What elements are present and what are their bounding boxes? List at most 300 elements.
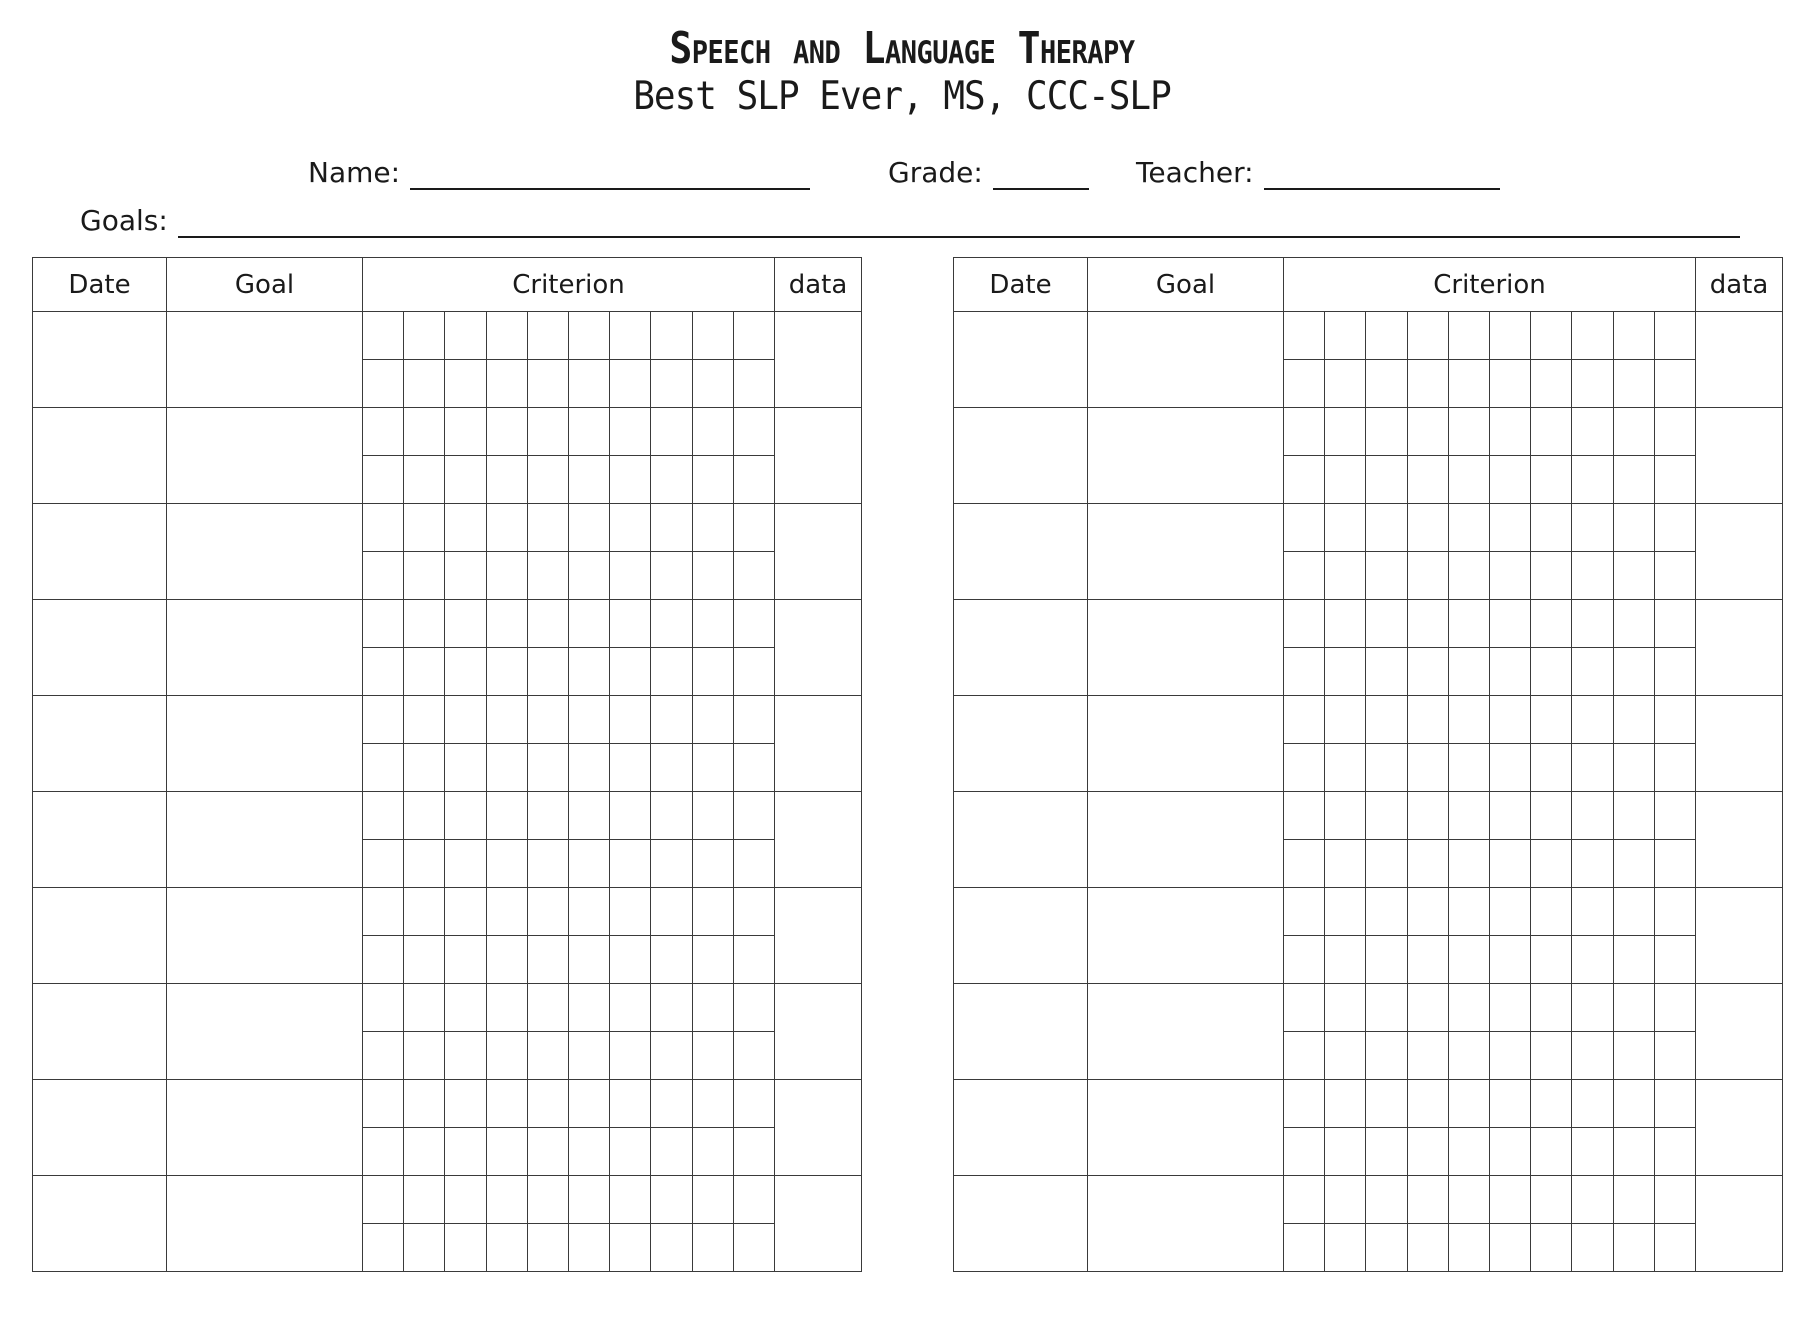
criterion-box[interactable] (1366, 1032, 1407, 1080)
criterion-box[interactable] (651, 984, 692, 1032)
criterion-box[interactable] (651, 1080, 692, 1128)
criterion-box[interactable] (651, 408, 692, 456)
goal-cell[interactable] (167, 312, 363, 408)
criterion-box[interactable] (527, 1176, 568, 1224)
criterion-box[interactable] (486, 888, 527, 936)
criterion-box[interactable] (1572, 984, 1613, 1032)
criterion-box[interactable] (1572, 744, 1613, 792)
date-cell[interactable] (33, 888, 167, 984)
criterion-box[interactable] (1325, 312, 1366, 360)
goal-cell[interactable] (1088, 1080, 1284, 1176)
criterion-box[interactable] (1489, 744, 1530, 792)
criterion-box[interactable] (404, 1176, 445, 1224)
criterion-box[interactable] (1489, 360, 1530, 408)
data-cell[interactable] (775, 984, 862, 1080)
criterion-box[interactable] (1448, 456, 1489, 504)
criterion-box[interactable] (1284, 1128, 1325, 1176)
criterion-box[interactable] (363, 936, 404, 984)
criterion-box[interactable] (1613, 792, 1654, 840)
criterion-box[interactable] (651, 504, 692, 552)
criterion-box[interactable] (1572, 1032, 1613, 1080)
criterion-box[interactable] (1613, 840, 1654, 888)
criterion-box[interactable] (1613, 504, 1654, 552)
criterion-box[interactable] (1572, 696, 1613, 744)
criterion-box[interactable] (486, 1128, 527, 1176)
criterion-box[interactable] (692, 456, 733, 504)
criterion-box[interactable] (733, 792, 774, 840)
criterion-box[interactable] (1572, 360, 1613, 408)
goal-cell[interactable] (167, 408, 363, 504)
criterion-box[interactable] (692, 552, 733, 600)
criterion-box[interactable] (1448, 648, 1489, 696)
criterion-box[interactable] (568, 456, 609, 504)
criterion-box[interactable] (1407, 936, 1448, 984)
criterion-box[interactable] (445, 840, 486, 888)
criterion-box[interactable] (1572, 888, 1613, 936)
criterion-box[interactable] (1613, 552, 1654, 600)
criterion-box[interactable] (610, 600, 651, 648)
goal-cell[interactable] (1088, 1176, 1284, 1272)
goal-cell[interactable] (167, 696, 363, 792)
criterion-box[interactable] (651, 648, 692, 696)
criterion-box[interactable] (445, 888, 486, 936)
goal-cell[interactable] (167, 888, 363, 984)
data-cell[interactable] (775, 504, 862, 600)
criterion-box[interactable] (1448, 552, 1489, 600)
criterion-box[interactable] (1325, 984, 1366, 1032)
criterion-box[interactable] (568, 504, 609, 552)
criterion-box[interactable] (1407, 1176, 1448, 1224)
criterion-box[interactable] (404, 360, 445, 408)
criterion-box[interactable] (404, 840, 445, 888)
criterion-box[interactable] (1572, 792, 1613, 840)
criterion-box[interactable] (1489, 1176, 1530, 1224)
criterion-box[interactable] (1325, 1080, 1366, 1128)
criterion-box[interactable] (651, 1128, 692, 1176)
criterion-box[interactable] (1531, 1224, 1572, 1272)
goal-cell[interactable] (167, 984, 363, 1080)
criterion-box[interactable] (1407, 648, 1448, 696)
criterion-box[interactable] (1572, 552, 1613, 600)
criterion-box[interactable] (1366, 648, 1407, 696)
criterion-box[interactable] (445, 744, 486, 792)
date-cell[interactable] (954, 888, 1088, 984)
criterion-box[interactable] (404, 1080, 445, 1128)
criterion-box[interactable] (1489, 312, 1530, 360)
criterion-box[interactable] (1407, 696, 1448, 744)
data-cell[interactable] (775, 792, 862, 888)
criterion-box[interactable] (1448, 840, 1489, 888)
criterion-box[interactable] (1284, 408, 1325, 456)
criterion-box[interactable] (527, 312, 568, 360)
criterion-box[interactable] (404, 936, 445, 984)
criterion-box[interactable] (1654, 504, 1695, 552)
criterion-box[interactable] (1531, 792, 1572, 840)
criterion-box[interactable] (445, 696, 486, 744)
criterion-box[interactable] (1407, 1032, 1448, 1080)
criterion-box[interactable] (1366, 600, 1407, 648)
criterion-box[interactable] (733, 360, 774, 408)
criterion-box[interactable] (568, 744, 609, 792)
criterion-box[interactable] (1407, 504, 1448, 552)
criterion-box[interactable] (1572, 1176, 1613, 1224)
criterion-box[interactable] (1366, 456, 1407, 504)
criterion-box[interactable] (1654, 600, 1695, 648)
criterion-box[interactable] (1654, 792, 1695, 840)
criterion-box[interactable] (733, 456, 774, 504)
criterion-box[interactable] (527, 552, 568, 600)
criterion-box[interactable] (651, 936, 692, 984)
criterion-box[interactable] (363, 408, 404, 456)
criterion-box[interactable] (610, 1224, 651, 1272)
criterion-box[interactable] (363, 744, 404, 792)
criterion-box[interactable] (1613, 408, 1654, 456)
criterion-box[interactable] (1531, 1128, 1572, 1176)
criterion-box[interactable] (610, 840, 651, 888)
criterion-box[interactable] (1284, 984, 1325, 1032)
criterion-box[interactable] (692, 1080, 733, 1128)
criterion-box[interactable] (1284, 1080, 1325, 1128)
criterion-box[interactable] (1654, 1032, 1695, 1080)
criterion-box[interactable] (1572, 840, 1613, 888)
criterion-box[interactable] (1407, 456, 1448, 504)
criterion-box[interactable] (568, 408, 609, 456)
criterion-box[interactable] (1325, 1224, 1366, 1272)
criterion-box[interactable] (568, 1176, 609, 1224)
date-cell[interactable] (954, 312, 1088, 408)
criterion-box[interactable] (1489, 456, 1530, 504)
criterion-box[interactable] (404, 1032, 445, 1080)
criterion-box[interactable] (486, 456, 527, 504)
criterion-box[interactable] (486, 696, 527, 744)
criterion-box[interactable] (568, 1128, 609, 1176)
date-cell[interactable] (33, 600, 167, 696)
criterion-box[interactable] (1448, 312, 1489, 360)
criterion-box[interactable] (568, 1032, 609, 1080)
criterion-box[interactable] (527, 936, 568, 984)
criterion-box[interactable] (445, 312, 486, 360)
criterion-box[interactable] (651, 1224, 692, 1272)
criterion-box[interactable] (404, 888, 445, 936)
criterion-box[interactable] (445, 1080, 486, 1128)
criterion-box[interactable] (1284, 504, 1325, 552)
criterion-box[interactable] (1572, 312, 1613, 360)
criterion-box[interactable] (1284, 936, 1325, 984)
criterion-box[interactable] (404, 504, 445, 552)
criterion-box[interactable] (692, 840, 733, 888)
criterion-box[interactable] (527, 504, 568, 552)
criterion-box[interactable] (733, 1224, 774, 1272)
data-cell[interactable] (1696, 600, 1783, 696)
criterion-box[interactable] (1366, 1224, 1407, 1272)
date-cell[interactable] (33, 792, 167, 888)
criterion-box[interactable] (527, 1080, 568, 1128)
criterion-box[interactable] (692, 936, 733, 984)
criterion-box[interactable] (1325, 600, 1366, 648)
criterion-box[interactable] (1613, 1032, 1654, 1080)
name-input-line[interactable] (410, 156, 810, 190)
criterion-box[interactable] (404, 696, 445, 744)
criterion-box[interactable] (445, 408, 486, 456)
date-cell[interactable] (954, 408, 1088, 504)
criterion-box[interactable] (1448, 1032, 1489, 1080)
criterion-box[interactable] (1284, 1176, 1325, 1224)
criterion-box[interactable] (1531, 504, 1572, 552)
criterion-box[interactable] (1613, 1176, 1654, 1224)
criterion-box[interactable] (610, 648, 651, 696)
goal-cell[interactable] (167, 1080, 363, 1176)
criterion-box[interactable] (1654, 696, 1695, 744)
criterion-box[interactable] (1489, 792, 1530, 840)
date-cell[interactable] (954, 600, 1088, 696)
criterion-box[interactable] (1489, 696, 1530, 744)
criterion-box[interactable] (363, 1176, 404, 1224)
criterion-box[interactable] (1407, 312, 1448, 360)
criterion-box[interactable] (568, 984, 609, 1032)
criterion-box[interactable] (527, 648, 568, 696)
criterion-box[interactable] (610, 744, 651, 792)
criterion-box[interactable] (1572, 1224, 1613, 1272)
criterion-box[interactable] (363, 1224, 404, 1272)
criterion-box[interactable] (486, 552, 527, 600)
criterion-box[interactable] (568, 600, 609, 648)
criterion-box[interactable] (1654, 1128, 1695, 1176)
criterion-box[interactable] (568, 936, 609, 984)
criterion-box[interactable] (1489, 408, 1530, 456)
criterion-box[interactable] (1654, 648, 1695, 696)
criterion-box[interactable] (486, 840, 527, 888)
criterion-box[interactable] (651, 552, 692, 600)
criterion-box[interactable] (1654, 1176, 1695, 1224)
criterion-box[interactable] (1531, 408, 1572, 456)
criterion-box[interactable] (1366, 1128, 1407, 1176)
criterion-box[interactable] (445, 456, 486, 504)
criterion-box[interactable] (733, 552, 774, 600)
criterion-box[interactable] (1531, 600, 1572, 648)
criterion-box[interactable] (363, 1032, 404, 1080)
criterion-box[interactable] (1448, 408, 1489, 456)
criterion-box[interactable] (527, 1032, 568, 1080)
criterion-box[interactable] (733, 1176, 774, 1224)
criterion-box[interactable] (1531, 312, 1572, 360)
criterion-box[interactable] (1366, 504, 1407, 552)
criterion-box[interactable] (1531, 888, 1572, 936)
date-cell[interactable] (33, 696, 167, 792)
criterion-box[interactable] (486, 1224, 527, 1272)
criterion-box[interactable] (445, 792, 486, 840)
criterion-box[interactable] (527, 696, 568, 744)
criterion-box[interactable] (1284, 696, 1325, 744)
data-cell[interactable] (1696, 408, 1783, 504)
criterion-box[interactable] (363, 552, 404, 600)
criterion-box[interactable] (363, 312, 404, 360)
criterion-box[interactable] (404, 648, 445, 696)
criterion-box[interactable] (1531, 552, 1572, 600)
criterion-box[interactable] (1366, 936, 1407, 984)
criterion-box[interactable] (1284, 888, 1325, 936)
criterion-box[interactable] (486, 744, 527, 792)
criterion-box[interactable] (486, 936, 527, 984)
criterion-box[interactable] (1531, 1080, 1572, 1128)
criterion-box[interactable] (651, 1032, 692, 1080)
data-cell[interactable] (1696, 504, 1783, 600)
criterion-box[interactable] (692, 360, 733, 408)
criterion-box[interactable] (1448, 600, 1489, 648)
criterion-box[interactable] (404, 1224, 445, 1272)
criterion-box[interactable] (651, 888, 692, 936)
criterion-box[interactable] (651, 792, 692, 840)
criterion-box[interactable] (1448, 360, 1489, 408)
criterion-box[interactable] (692, 1224, 733, 1272)
data-cell[interactable] (1696, 696, 1783, 792)
criterion-box[interactable] (1654, 888, 1695, 936)
criterion-box[interactable] (610, 1032, 651, 1080)
criterion-box[interactable] (1284, 360, 1325, 408)
criterion-box[interactable] (1654, 1224, 1695, 1272)
criterion-box[interactable] (1325, 936, 1366, 984)
criterion-box[interactable] (610, 696, 651, 744)
criterion-box[interactable] (1489, 1128, 1530, 1176)
criterion-box[interactable] (486, 1176, 527, 1224)
criterion-box[interactable] (1407, 888, 1448, 936)
criterion-box[interactable] (610, 1176, 651, 1224)
data-cell[interactable] (1696, 312, 1783, 408)
criterion-box[interactable] (1531, 936, 1572, 984)
goal-cell[interactable] (1088, 696, 1284, 792)
criterion-box[interactable] (1448, 744, 1489, 792)
criterion-box[interactable] (445, 504, 486, 552)
criterion-box[interactable] (1407, 552, 1448, 600)
criterion-box[interactable] (1407, 1224, 1448, 1272)
criterion-box[interactable] (568, 552, 609, 600)
criterion-box[interactable] (568, 888, 609, 936)
criterion-box[interactable] (1325, 408, 1366, 456)
criterion-box[interactable] (1366, 1176, 1407, 1224)
criterion-box[interactable] (1366, 312, 1407, 360)
criterion-box[interactable] (651, 456, 692, 504)
goal-cell[interactable] (1088, 312, 1284, 408)
criterion-box[interactable] (363, 696, 404, 744)
criterion-box[interactable] (1654, 744, 1695, 792)
criterion-box[interactable] (610, 1080, 651, 1128)
criterion-box[interactable] (1613, 456, 1654, 504)
criterion-box[interactable] (1654, 840, 1695, 888)
data-cell[interactable] (775, 696, 862, 792)
criterion-box[interactable] (733, 312, 774, 360)
criterion-box[interactable] (404, 312, 445, 360)
criterion-box[interactable] (1284, 1224, 1325, 1272)
criterion-box[interactable] (445, 648, 486, 696)
criterion-box[interactable] (486, 408, 527, 456)
criterion-box[interactable] (486, 312, 527, 360)
criterion-box[interactable] (445, 552, 486, 600)
criterion-box[interactable] (445, 600, 486, 648)
criterion-box[interactable] (1613, 696, 1654, 744)
criterion-box[interactable] (1325, 456, 1366, 504)
criterion-box[interactable] (1325, 840, 1366, 888)
criterion-box[interactable] (1613, 648, 1654, 696)
criterion-box[interactable] (1489, 648, 1530, 696)
criterion-box[interactable] (1654, 552, 1695, 600)
criterion-box[interactable] (1613, 984, 1654, 1032)
goal-cell[interactable] (1088, 600, 1284, 696)
criterion-box[interactable] (363, 888, 404, 936)
goal-cell[interactable] (167, 600, 363, 696)
criterion-box[interactable] (1366, 360, 1407, 408)
criterion-box[interactable] (568, 840, 609, 888)
criterion-box[interactable] (445, 984, 486, 1032)
criterion-box[interactable] (1284, 1032, 1325, 1080)
criterion-box[interactable] (1654, 936, 1695, 984)
criterion-box[interactable] (733, 504, 774, 552)
criterion-box[interactable] (610, 936, 651, 984)
criterion-box[interactable] (445, 1032, 486, 1080)
criterion-box[interactable] (527, 888, 568, 936)
criterion-box[interactable] (1448, 1080, 1489, 1128)
criterion-box[interactable] (1572, 1080, 1613, 1128)
criterion-box[interactable] (692, 600, 733, 648)
criterion-box[interactable] (1407, 984, 1448, 1032)
criterion-box[interactable] (1366, 984, 1407, 1032)
criterion-box[interactable] (445, 1176, 486, 1224)
criterion-box[interactable] (363, 984, 404, 1032)
criterion-box[interactable] (692, 312, 733, 360)
criterion-box[interactable] (1654, 1080, 1695, 1128)
criterion-box[interactable] (1572, 648, 1613, 696)
criterion-box[interactable] (1325, 360, 1366, 408)
criterion-box[interactable] (692, 744, 733, 792)
criterion-box[interactable] (568, 1224, 609, 1272)
criterion-box[interactable] (1572, 456, 1613, 504)
criterion-box[interactable] (1489, 504, 1530, 552)
criterion-box[interactable] (610, 360, 651, 408)
criterion-box[interactable] (1325, 552, 1366, 600)
date-cell[interactable] (954, 984, 1088, 1080)
criterion-box[interactable] (1448, 1176, 1489, 1224)
criterion-box[interactable] (1366, 1080, 1407, 1128)
criterion-box[interactable] (1572, 408, 1613, 456)
criterion-box[interactable] (404, 600, 445, 648)
date-cell[interactable] (33, 1176, 167, 1272)
criterion-box[interactable] (1284, 456, 1325, 504)
date-cell[interactable] (33, 1080, 167, 1176)
criterion-box[interactable] (1531, 840, 1572, 888)
goal-cell[interactable] (1088, 984, 1284, 1080)
criterion-box[interactable] (445, 1128, 486, 1176)
criterion-box[interactable] (733, 408, 774, 456)
criterion-box[interactable] (610, 552, 651, 600)
criterion-box[interactable] (1284, 648, 1325, 696)
criterion-box[interactable] (568, 1080, 609, 1128)
criterion-box[interactable] (1489, 888, 1530, 936)
criterion-box[interactable] (733, 1128, 774, 1176)
criterion-box[interactable] (692, 408, 733, 456)
criterion-box[interactable] (486, 504, 527, 552)
data-cell[interactable] (775, 1176, 862, 1272)
criterion-box[interactable] (1448, 1224, 1489, 1272)
criterion-box[interactable] (610, 504, 651, 552)
criterion-box[interactable] (1407, 600, 1448, 648)
criterion-box[interactable] (651, 600, 692, 648)
criterion-box[interactable] (1654, 312, 1695, 360)
criterion-box[interactable] (1613, 744, 1654, 792)
criterion-box[interactable] (651, 360, 692, 408)
criterion-box[interactable] (1407, 840, 1448, 888)
criterion-box[interactable] (486, 792, 527, 840)
date-cell[interactable] (954, 696, 1088, 792)
data-cell[interactable] (775, 312, 862, 408)
criterion-box[interactable] (1489, 984, 1530, 1032)
